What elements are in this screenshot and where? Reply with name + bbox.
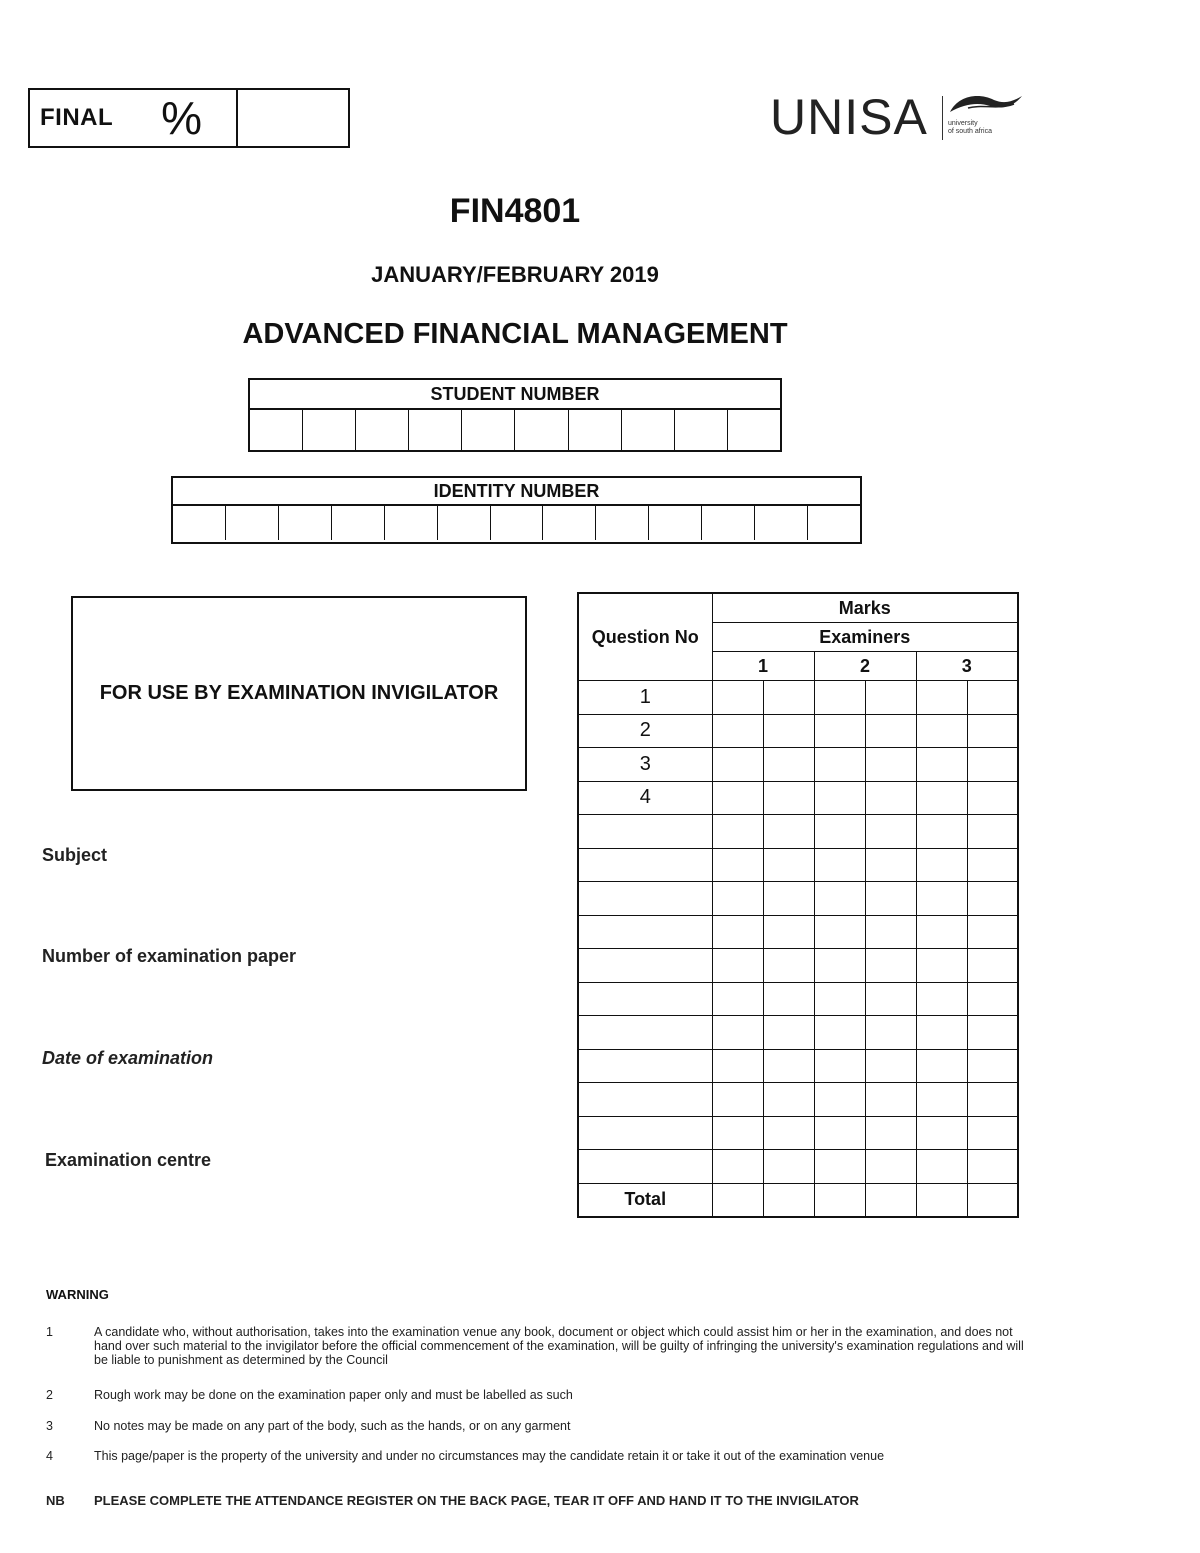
question-number-cell: 4 <box>578 781 712 815</box>
logo-text: UNISA <box>770 89 928 145</box>
identity-number-digit-cell[interactable] <box>491 506 544 540</box>
mark-cell[interactable] <box>763 781 814 815</box>
marks-header: Marks <box>712 593 1018 623</box>
question-number-cell: 1 <box>578 681 712 715</box>
mark-cell[interactable] <box>763 848 814 882</box>
table-row <box>578 1150 1018 1184</box>
total-row <box>578 1183 1018 1217</box>
mark-cell[interactable] <box>865 748 916 782</box>
total-mark-cell[interactable] <box>712 1183 763 1217</box>
mark-cell[interactable] <box>814 1049 865 1083</box>
mark-cell[interactable] <box>967 781 1018 815</box>
identity-number-digit-cell[interactable] <box>808 506 860 540</box>
table-row <box>578 714 1018 748</box>
warning-item-number: 4 <box>46 1449 53 1463</box>
identity-number-digit-cell[interactable] <box>279 506 332 540</box>
examiners-header: Examiners <box>712 623 1018 652</box>
table-row <box>578 1116 1018 1150</box>
mark-cell[interactable] <box>967 848 1018 882</box>
mark-cell[interactable] <box>967 1016 1018 1050</box>
student-number-digit-cell[interactable] <box>250 410 303 450</box>
mark-cell[interactable] <box>865 1083 916 1117</box>
mark-cell[interactable] <box>865 1049 916 1083</box>
mark-cell[interactable] <box>916 848 967 882</box>
mark-cell[interactable] <box>712 1016 763 1050</box>
student-number-digit-cell[interactable] <box>356 410 409 450</box>
exam-period: JANUARY/FEBRUARY 2019 <box>371 262 659 287</box>
mark-cell[interactable] <box>763 1150 814 1184</box>
mark-cell[interactable] <box>967 748 1018 782</box>
mark-cell[interactable] <box>916 1116 967 1150</box>
mark-cell[interactable] <box>712 1083 763 1117</box>
student-number-digit-cell[interactable] <box>728 410 780 450</box>
mark-cell[interactable] <box>916 681 967 715</box>
final-label-cell <box>30 90 238 146</box>
marks-table-body <box>578 681 1018 1218</box>
mark-cell[interactable] <box>814 781 865 815</box>
mark-cell[interactable] <box>967 815 1018 849</box>
mark-cell[interactable] <box>967 949 1018 983</box>
identity-number-digit-cell[interactable] <box>173 506 226 540</box>
mark-cell[interactable] <box>763 1016 814 1050</box>
question-number-cell <box>578 1116 712 1150</box>
table-row <box>578 781 1018 815</box>
table-row <box>578 915 1018 949</box>
mark-cell[interactable] <box>712 949 763 983</box>
invigilator-box[interactable] <box>71 596 527 791</box>
identity-number-digit-cell[interactable] <box>543 506 596 540</box>
mark-cell[interactable] <box>865 1116 916 1150</box>
table-row <box>578 1049 1018 1083</box>
mark-cell[interactable] <box>763 1116 814 1150</box>
total-mark-cell[interactable] <box>916 1183 967 1217</box>
mark-cell[interactable] <box>712 1150 763 1184</box>
student-number-digit-cell[interactable] <box>569 410 622 450</box>
student-number-digit-cell[interactable] <box>515 410 568 450</box>
logo-subtitle-line1: university <box>948 120 978 127</box>
table-row <box>578 882 1018 916</box>
mark-cell[interactable] <box>865 681 916 715</box>
mark-cell[interactable] <box>865 848 916 882</box>
mark-cell[interactable] <box>967 882 1018 916</box>
mark-cell[interactable] <box>916 982 967 1016</box>
total-mark-cell[interactable] <box>763 1183 814 1217</box>
mark-cell[interactable] <box>814 714 865 748</box>
identity-number-digit-cell[interactable] <box>596 506 649 540</box>
mark-cell[interactable] <box>916 815 967 849</box>
total-label: Total <box>578 1183 712 1217</box>
student-number-label: STUDENT NUMBER <box>250 380 780 410</box>
question-number-cell <box>578 982 712 1016</box>
identity-number-digit-cell[interactable] <box>385 506 438 540</box>
mark-cell[interactable] <box>967 1083 1018 1117</box>
warning-item-text: A candidate who, without authorisation, takes into the examination venue any book, document or object which could assist him or her in the examination, and does not hand over such material to the invigilator before the official commencement of the examination, will be guilty of infringing the university's examination regulations and will be liable to punishment as determined by the Council <box>94 1325 1024 1367</box>
mark-cell[interactable] <box>712 1116 763 1150</box>
total-mark-cell[interactable] <box>865 1183 916 1217</box>
mark-cell[interactable] <box>814 748 865 782</box>
total-mark-cell[interactable] <box>814 1183 865 1217</box>
mark-cell[interactable] <box>916 1083 967 1117</box>
question-number-cell <box>578 882 712 916</box>
mark-cell[interactable] <box>814 1116 865 1150</box>
mark-cell[interactable] <box>916 915 967 949</box>
warning-item-text: No notes may be made on any part of the body, such as the hands, or on any garment <box>94 1419 571 1433</box>
logo-subtitle <box>948 120 1018 136</box>
warning-item-number: 1 <box>46 1325 53 1339</box>
mark-cell[interactable] <box>865 949 916 983</box>
table-row <box>578 982 1018 1016</box>
mark-cell[interactable] <box>865 714 916 748</box>
mark-cell[interactable] <box>763 882 814 916</box>
examiner-1-header: 1 <box>712 652 814 681</box>
warning-title: WARNING <box>46 1287 109 1302</box>
unisa-logo <box>770 86 1030 146</box>
final-label: FINAL <box>40 104 114 131</box>
mark-cell[interactable] <box>712 714 763 748</box>
mark-cell[interactable] <box>865 982 916 1016</box>
table-row <box>578 848 1018 882</box>
mark-cell[interactable] <box>763 748 814 782</box>
mark-cell[interactable] <box>967 1150 1018 1184</box>
mark-cell[interactable] <box>814 1083 865 1117</box>
nb-label: NB <box>46 1493 65 1508</box>
paper-number-label: Number of examination paper <box>42 946 297 966</box>
mark-cell[interactable] <box>763 815 814 849</box>
warning-item-number: 3 <box>46 1419 53 1433</box>
identity-number-digit-cell[interactable] <box>226 506 279 540</box>
mark-cell[interactable] <box>865 1016 916 1050</box>
mark-cell[interactable] <box>763 915 814 949</box>
question-number-cell: 2 <box>578 714 712 748</box>
warning-item-number: 2 <box>46 1388 53 1402</box>
mark-cell[interactable] <box>916 748 967 782</box>
mark-cell[interactable] <box>712 982 763 1016</box>
mark-cell[interactable] <box>712 848 763 882</box>
course-title: ADVANCED FINANCIAL MANAGEMENT <box>242 318 788 350</box>
bird-logo-icon <box>948 90 1024 118</box>
percent-sign: % <box>161 92 203 144</box>
table-row <box>578 1016 1018 1050</box>
question-number-cell: 3 <box>578 748 712 782</box>
mark-cell[interactable] <box>916 949 967 983</box>
mark-cell[interactable] <box>814 915 865 949</box>
student-number-grid <box>248 378 782 452</box>
mark-cell[interactable] <box>967 982 1018 1016</box>
warning-item-text: This page/paper is the property of the university and under no circumstances may the candidate retain it or take it out of the examination venue <box>94 1449 885 1463</box>
mark-cell[interactable] <box>763 1083 814 1117</box>
mark-cell[interactable] <box>967 681 1018 715</box>
mark-cell[interactable] <box>814 815 865 849</box>
mark-cell[interactable] <box>763 681 814 715</box>
mark-cell[interactable] <box>865 815 916 849</box>
question-number-cell <box>578 1083 712 1117</box>
question-number-cell <box>578 815 712 849</box>
mark-cell[interactable] <box>967 1049 1018 1083</box>
mark-cell[interactable] <box>712 681 763 715</box>
identity-number-label: IDENTITY NUMBER <box>173 478 860 506</box>
mark-cell[interactable] <box>916 1016 967 1050</box>
mark-cell[interactable] <box>814 949 865 983</box>
nb-text: PLEASE COMPLETE THE ATTENDANCE REGISTER ON THE BACK PAGE, TEAR IT OFF AND HAND IT TO THE INVIGILATOR <box>94 1493 859 1508</box>
mark-cell[interactable] <box>712 748 763 782</box>
logo-divider <box>942 96 943 140</box>
student-number-digit-cell[interactable] <box>303 410 356 450</box>
total-mark-cell[interactable] <box>967 1183 1018 1217</box>
mark-cell[interactable] <box>916 882 967 916</box>
question-number-cell <box>578 915 712 949</box>
mark-cell[interactable] <box>814 882 865 916</box>
mark-cell[interactable] <box>865 781 916 815</box>
mark-cell[interactable] <box>712 815 763 849</box>
identity-number-cells <box>173 506 860 540</box>
question-number-cell <box>578 1016 712 1050</box>
identity-number-digit-cell[interactable] <box>649 506 702 540</box>
table-row <box>578 681 1018 715</box>
mark-cell[interactable] <box>763 714 814 748</box>
identity-number-digit-cell[interactable] <box>755 506 808 540</box>
mark-cell[interactable] <box>916 781 967 815</box>
mark-cell[interactable] <box>814 848 865 882</box>
mark-cell[interactable] <box>763 949 814 983</box>
mark-cell[interactable] <box>916 1049 967 1083</box>
table-row <box>578 815 1018 849</box>
table-row <box>578 949 1018 983</box>
question-number-cell <box>578 1150 712 1184</box>
student-number-cells <box>250 410 780 450</box>
mark-cell[interactable] <box>712 1049 763 1083</box>
mark-cell[interactable] <box>865 882 916 916</box>
student-number-digit-cell[interactable] <box>409 410 462 450</box>
mark-cell[interactable] <box>712 915 763 949</box>
exam-centre-label: Examination centre <box>45 1150 212 1170</box>
mark-cell[interactable] <box>967 915 1018 949</box>
mark-cell[interactable] <box>865 1150 916 1184</box>
mark-cell[interactable] <box>763 982 814 1016</box>
identity-number-digit-cell[interactable] <box>332 506 385 540</box>
identity-number-grid <box>171 476 862 544</box>
student-number-digit-cell[interactable] <box>622 410 675 450</box>
student-number-digit-cell[interactable] <box>675 410 728 450</box>
student-number-digit-cell[interactable] <box>462 410 515 450</box>
mark-cell[interactable] <box>712 882 763 916</box>
exam-date-label: Date of examination <box>42 1048 214 1068</box>
mark-cell[interactable] <box>814 1016 865 1050</box>
identity-number-digit-cell[interactable] <box>702 506 755 540</box>
table-row <box>578 748 1018 782</box>
invigilator-label: FOR USE BY EXAMINATION INVIGILATOR <box>99 682 499 704</box>
mark-cell[interactable] <box>865 915 916 949</box>
mark-cell[interactable] <box>712 781 763 815</box>
logo-subtitle-line2: of south africa <box>948 128 992 135</box>
mark-cell[interactable] <box>916 714 967 748</box>
question-no-header: Question No <box>578 593 712 681</box>
final-mark-box <box>28 88 350 148</box>
subject-label: Subject <box>42 845 108 865</box>
marks-table <box>577 592 1019 1218</box>
question-number-cell <box>578 848 712 882</box>
question-number-cell <box>578 1049 712 1083</box>
mark-cell[interactable] <box>814 681 865 715</box>
mark-cell[interactable] <box>814 1150 865 1184</box>
mark-cell[interactable] <box>763 1049 814 1083</box>
warning-item-text: Rough work may be done on the examination paper only and must be labelled as such <box>94 1388 573 1402</box>
identity-number-digit-cell[interactable] <box>438 506 491 540</box>
mark-cell[interactable] <box>967 1116 1018 1150</box>
mark-cell[interactable] <box>814 982 865 1016</box>
final-mark-field[interactable] <box>238 90 348 146</box>
mark-cell[interactable] <box>916 1150 967 1184</box>
question-number-cell <box>578 949 712 983</box>
course-code: FIN4801 <box>449 192 581 230</box>
examiner-3-header: 3 <box>916 652 1018 681</box>
table-row <box>578 1083 1018 1117</box>
mark-cell[interactable] <box>967 714 1018 748</box>
examiner-2-header: 2 <box>814 652 916 681</box>
